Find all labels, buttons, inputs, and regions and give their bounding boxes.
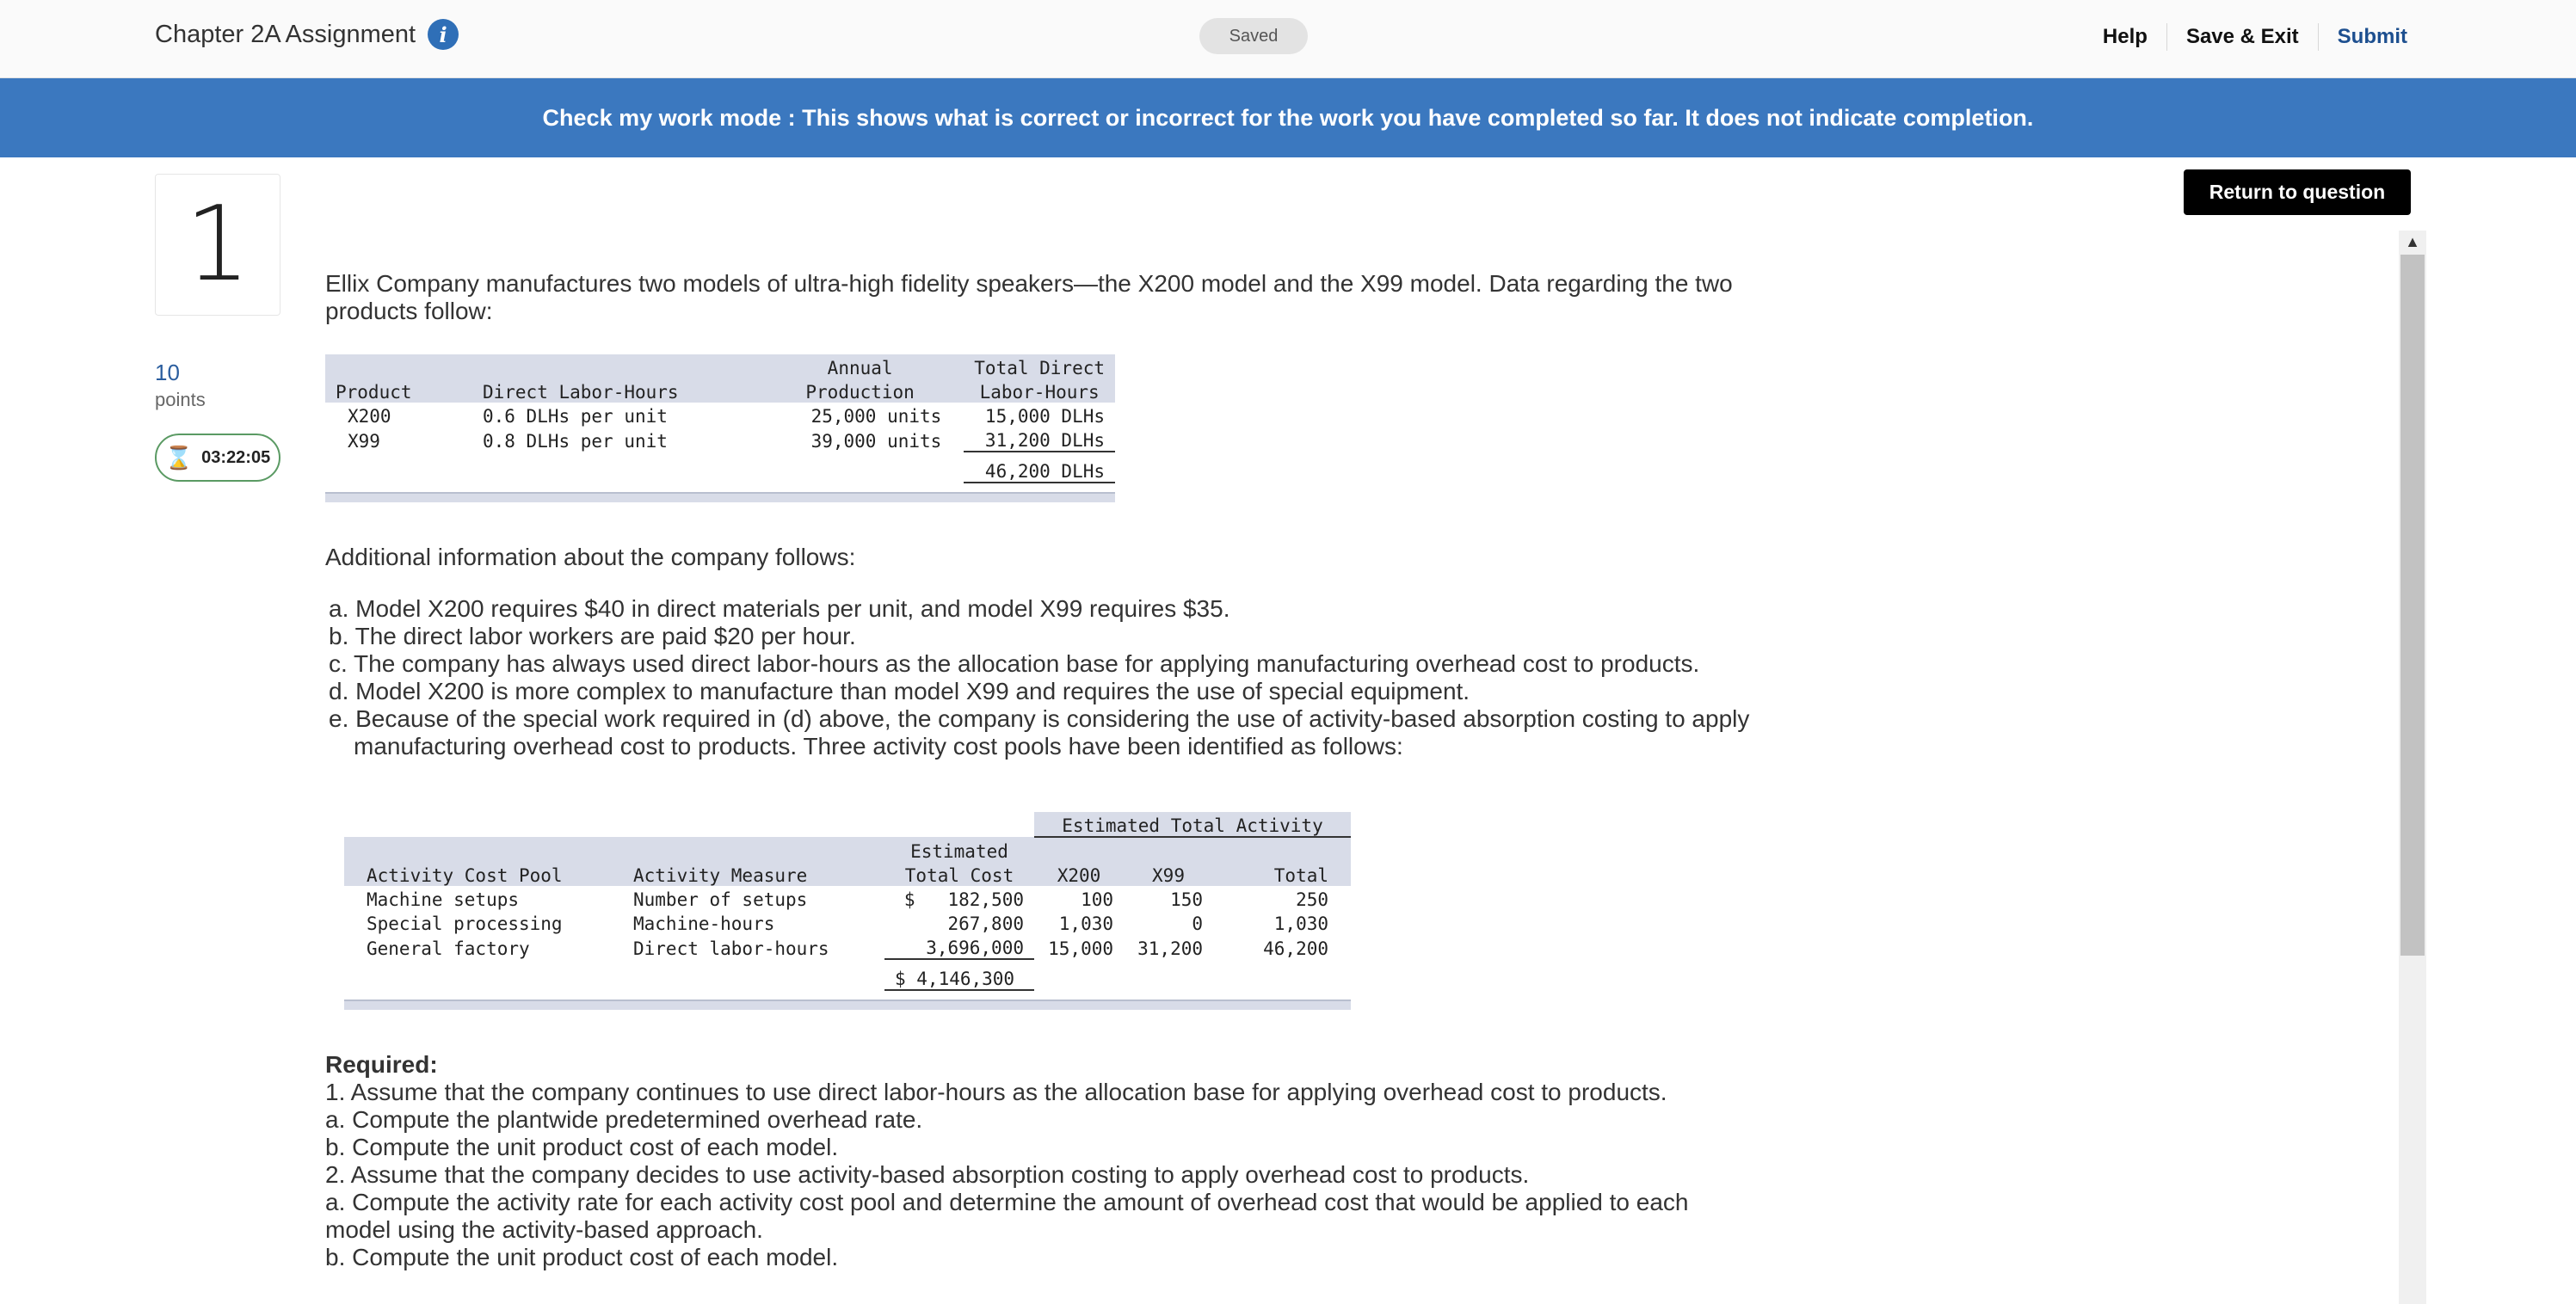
question-number: 1	[155, 174, 280, 316]
hourglass-icon: ⌛	[164, 444, 194, 471]
scroll-up-arrow-icon[interactable]: ▲	[2405, 232, 2420, 250]
assignment-title-group	[155, 19, 459, 50]
header-cell: Activity Cost Pool	[367, 865, 563, 886]
activity-cost-pool-table	[344, 812, 1351, 1010]
help-link[interactable]: Help	[2102, 25, 2148, 48]
required-line: a. Compute the activity rate for each activity cost pool and determine the amount of overhead cost that would be applied to each	[325, 1189, 1689, 1215]
cell: Machine-hours	[633, 913, 775, 934]
header-cell: Production	[805, 382, 915, 403]
header-cell: Total Cost	[904, 865, 1014, 886]
required-line: b. Compute the unit product cost of each model.	[325, 1244, 839, 1270]
points-label: points	[155, 389, 206, 410]
points-value: 10	[155, 360, 180, 385]
cell: 3,696,000	[884, 934, 1034, 959]
assignment-title: Chapter 2A Assignment	[155, 20, 416, 48]
table-header-top	[344, 837, 1351, 862]
table-header	[344, 862, 1351, 886]
cell: 0.8 DLHs per unit	[482, 431, 668, 452]
table-row	[344, 886, 1351, 910]
total-cell: 46,200 DLHs	[964, 452, 1115, 483]
list-item: e. Because of the special work required in (d) above, the company is considering the use of activity-based absorption costing to apply	[329, 705, 1750, 732]
info-list	[329, 595, 1809, 760]
info-icon[interactable]: i	[428, 19, 459, 50]
list-item: b. The direct labor workers are paid $20 per hour.	[329, 623, 856, 649]
table-header	[325, 378, 1115, 403]
group-header: Estimated Total Activity	[1034, 812, 1351, 837]
list-item: d. Model X200 is more complex to manufacture than model X99 and requires the use of special equipment.	[329, 678, 1470, 704]
required-line: 2. Assume that the company decides to use activity-based absorption costing to apply overhead cost to products.	[325, 1161, 1530, 1188]
total-cell: $ 4,146,300	[884, 959, 1034, 990]
additional-info-text: Additional information about the company follows:	[325, 544, 856, 570]
cell: 100	[1081, 889, 1113, 910]
intro-text: Ellix Company manufactures two models of ultra-high fidelity speakers—the X200 model and the X99 model. Data regarding the two products follow:	[325, 270, 1733, 324]
cell: 15,000 DLHs	[984, 406, 1105, 427]
required-section	[325, 1051, 1805, 1271]
check-my-work-banner: Check my work mode : This shows what is correct or incorrect for the work you have completed so far. It does not indicate completion.	[0, 78, 2576, 157]
required-line: 1. Assume that the company continues to use direct labor-hours as the allocation base for applying overhead cost to products.	[325, 1079, 1667, 1105]
save-exit-link[interactable]: Save & Exit	[2166, 23, 2318, 51]
header-cell: X99	[1152, 865, 1185, 886]
required-line: a. Compute the plantwide predetermined overhead rate.	[325, 1106, 923, 1133]
required-line: model using the activity-based approach.	[325, 1216, 763, 1243]
cell: Machine setups	[367, 889, 520, 910]
timer	[155, 434, 280, 482]
header-cell: Total Direct	[974, 358, 1105, 378]
required-line: b. Compute the unit product cost of each model.	[325, 1134, 839, 1160]
scrollbar-thumb[interactable]	[2400, 255, 2425, 956]
cell: X200	[348, 406, 391, 427]
cell: 25,000 units	[810, 406, 942, 427]
header-cell	[472, 354, 756, 378]
table-header-top	[325, 354, 1115, 378]
table-group-header-row	[344, 812, 1351, 837]
header-cell: Product	[336, 382, 412, 403]
list-item: a. Model X200 requires $40 in direct materials per unit, and model X99 requires $35.	[329, 595, 1230, 622]
cell: Number of setups	[633, 889, 808, 910]
top-actions	[2084, 23, 2407, 51]
top-bar	[0, 0, 2576, 78]
list-item-continued: manufacturing overhead cost to products. Three activity cost pools have been identified as follows:	[354, 733, 1403, 760]
table-bottom-bar	[344, 1000, 1351, 1010]
table-bottom-bar	[325, 492, 1115, 502]
header-cell: Total	[1273, 865, 1328, 886]
header-cell: Estimated	[910, 841, 1008, 862]
timer-value: 03:22:05	[201, 447, 271, 467]
header-cell: Activity Measure	[633, 865, 808, 886]
table-row	[325, 403, 1115, 427]
header-cell: Labor-Hours	[979, 382, 1100, 403]
cell: $ 182,500	[903, 889, 1024, 910]
cell: 250	[1296, 889, 1328, 910]
cell: 46,200	[1263, 938, 1328, 959]
cell: Direct labor-hours	[633, 938, 829, 959]
cell: 267,800	[947, 913, 1024, 934]
table-total-row	[344, 959, 1351, 990]
cell: X99	[348, 431, 380, 452]
table-total-row	[325, 452, 1115, 483]
header-cell	[325, 354, 472, 378]
table-row	[344, 934, 1351, 959]
header-cell: Direct Labor-Hours	[482, 382, 679, 403]
product-data-table	[325, 354, 1115, 502]
cell: 39,000 units	[810, 431, 942, 452]
table-row	[325, 427, 1115, 452]
cell: 1,030	[1273, 913, 1328, 934]
cell: 0.6 DLHs per unit	[482, 406, 668, 427]
cell: 31,200	[1137, 938, 1203, 959]
required-title: Required:	[325, 1051, 438, 1078]
cell: 31,200 DLHs	[964, 427, 1115, 452]
cell: 15,000	[1048, 938, 1113, 959]
saved-status: Saved	[1199, 18, 1308, 54]
return-to-question-button[interactable]: Return to question	[2184, 169, 2411, 215]
header-cell: Annual	[827, 358, 893, 378]
cell: Special processing	[367, 913, 563, 934]
list-item: c. The company has always used direct labor-hours as the allocation base for applying manufacturing overhead cost to products.	[329, 650, 1700, 677]
cell: General factory	[367, 938, 530, 959]
cell: 150	[1170, 889, 1203, 910]
cell: 0	[1192, 913, 1203, 934]
cell: 1,030	[1058, 913, 1113, 934]
header-cell: X200	[1057, 865, 1101, 886]
submit-link[interactable]: Submit	[2318, 23, 2407, 51]
table-row	[344, 910, 1351, 934]
